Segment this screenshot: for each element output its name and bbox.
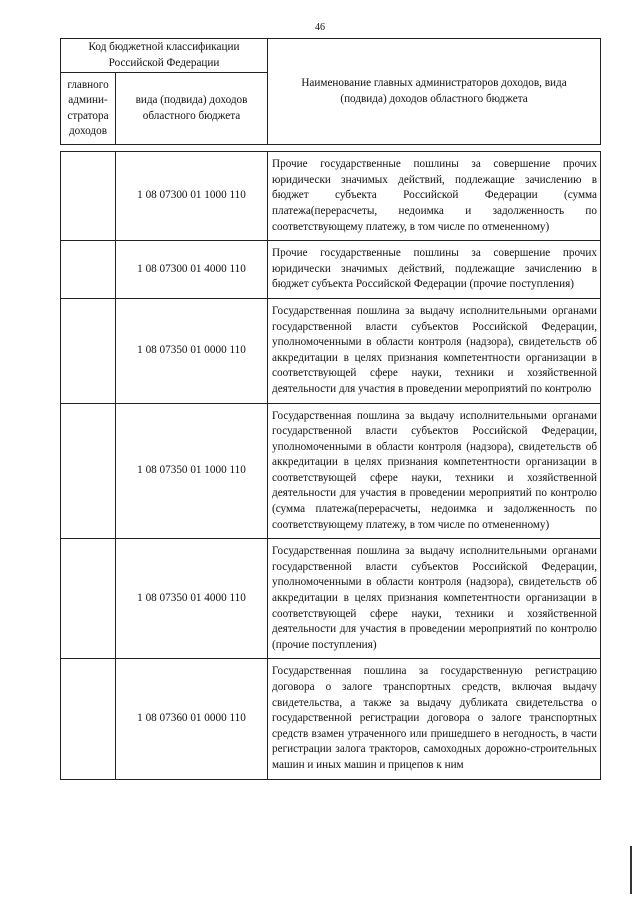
income-code-cell: 1 08 07350 01 0000 110 (116, 298, 268, 403)
table-row (61, 659, 601, 779)
page-number: 46 (315, 22, 325, 33)
table-row (61, 539, 601, 659)
income-name-cell: Государственная пошлина за выдачу исполнительными органами государственной власти субъектов Российской Федерации, уполномоченными в области контроля (надзора), свидетельств об аккредитации в целях признания компетентности организации в соответствующей сфере науки, техники и хозяйственной деятельности для участия в проведении мероприятий по контролю (прочие поступления) (268, 539, 601, 659)
header-spacer (61, 145, 601, 152)
table-row (61, 298, 601, 403)
income-code-cell: 1 08 07360 01 0000 110 (116, 659, 268, 779)
header-budget-code-group: Код бюджетной классификации Российской Федерации (61, 39, 268, 73)
income-code-cell: 1 08 07300 01 4000 110 (116, 241, 268, 299)
admin-code-cell (61, 152, 116, 241)
admin-code-cell (61, 241, 116, 299)
income-code-cell: 1 08 07350 01 4000 110 (116, 539, 268, 659)
income-name-cell: Государственная пошлина за государственную регистрацию договора о залоге транспортных средств, включая выдачу свидетельства, а также за выдачу дубликата свидетельства о государственной регистрации договора о залоге транспортных средств взамен утраченного или пришедшего в негодность, в части регистрации залога тракторов, самоходных дорожно-строительных машин и иных машин и прицепов к ним (268, 659, 601, 779)
table-body (61, 152, 601, 779)
admin-code-cell (61, 298, 116, 403)
scan-edge-mark (630, 846, 632, 894)
income-name-cell: Прочие государственные пошлины за совершение прочих юридически значимых действий, подлежащие зачислению в бюджет субъекта Российской Федерации (сумма платежа(перерасчеты, недоимка и задолженность по соответствующему платежу, в том числе по отмененному) (268, 152, 601, 241)
income-name-cell: Государственная пошлина за выдачу исполнительными органами государственной власти субъектов Российской Федерации, уполномоченными в области контроля (надзора), свидетельств об аккредитации в целях признания компетентности организации в соответствующей сфере науки, техники и хозяйственной деятельности для участия в проведении мероприятий по контролю (сумма платежа(перерасчеты, недоимка и задолженность по соответствующему платежу, в том числе по отмененному) (268, 403, 601, 539)
admin-code-cell (61, 403, 116, 539)
table-row (61, 241, 601, 299)
admin-code-cell (61, 659, 116, 779)
table-row (61, 152, 601, 241)
table-row (61, 403, 601, 539)
table-header (61, 39, 601, 152)
income-code-cell: 1 08 07300 01 1000 110 (116, 152, 268, 241)
header-row-group (61, 39, 601, 73)
income-code-cell: 1 08 07350 01 1000 110 (116, 403, 268, 539)
header-spacer-row (61, 145, 601, 152)
header-income-kind: вида (подвида) доходов областного бюджета (116, 73, 268, 145)
budget-classification-table (60, 38, 601, 780)
income-name-cell: Государственная пошлина за выдачу исполнительными органами государственной власти субъектов Российской Федерации, уполномоченными в области контроля (надзора), свидетельств об аккредитации в целях признания компетентности организации в соответствующей сфере науки, техники и хозяйственной деятельности для участия в проведении мероприятий по контролю (268, 298, 601, 403)
header-administrator-name: Наименование главных администраторов доходов, вида (подвида) доходов областного бюджета (268, 39, 601, 145)
admin-code-cell (61, 539, 116, 659)
income-name-cell: Прочие государственные пошлины за совершение прочих юридически значимых действий, подлежащие зачислению в бюджет субъекта Российской Федерации (прочие поступления) (268, 241, 601, 299)
header-chief-administrator: главного админи-стратора доходов (61, 73, 116, 145)
